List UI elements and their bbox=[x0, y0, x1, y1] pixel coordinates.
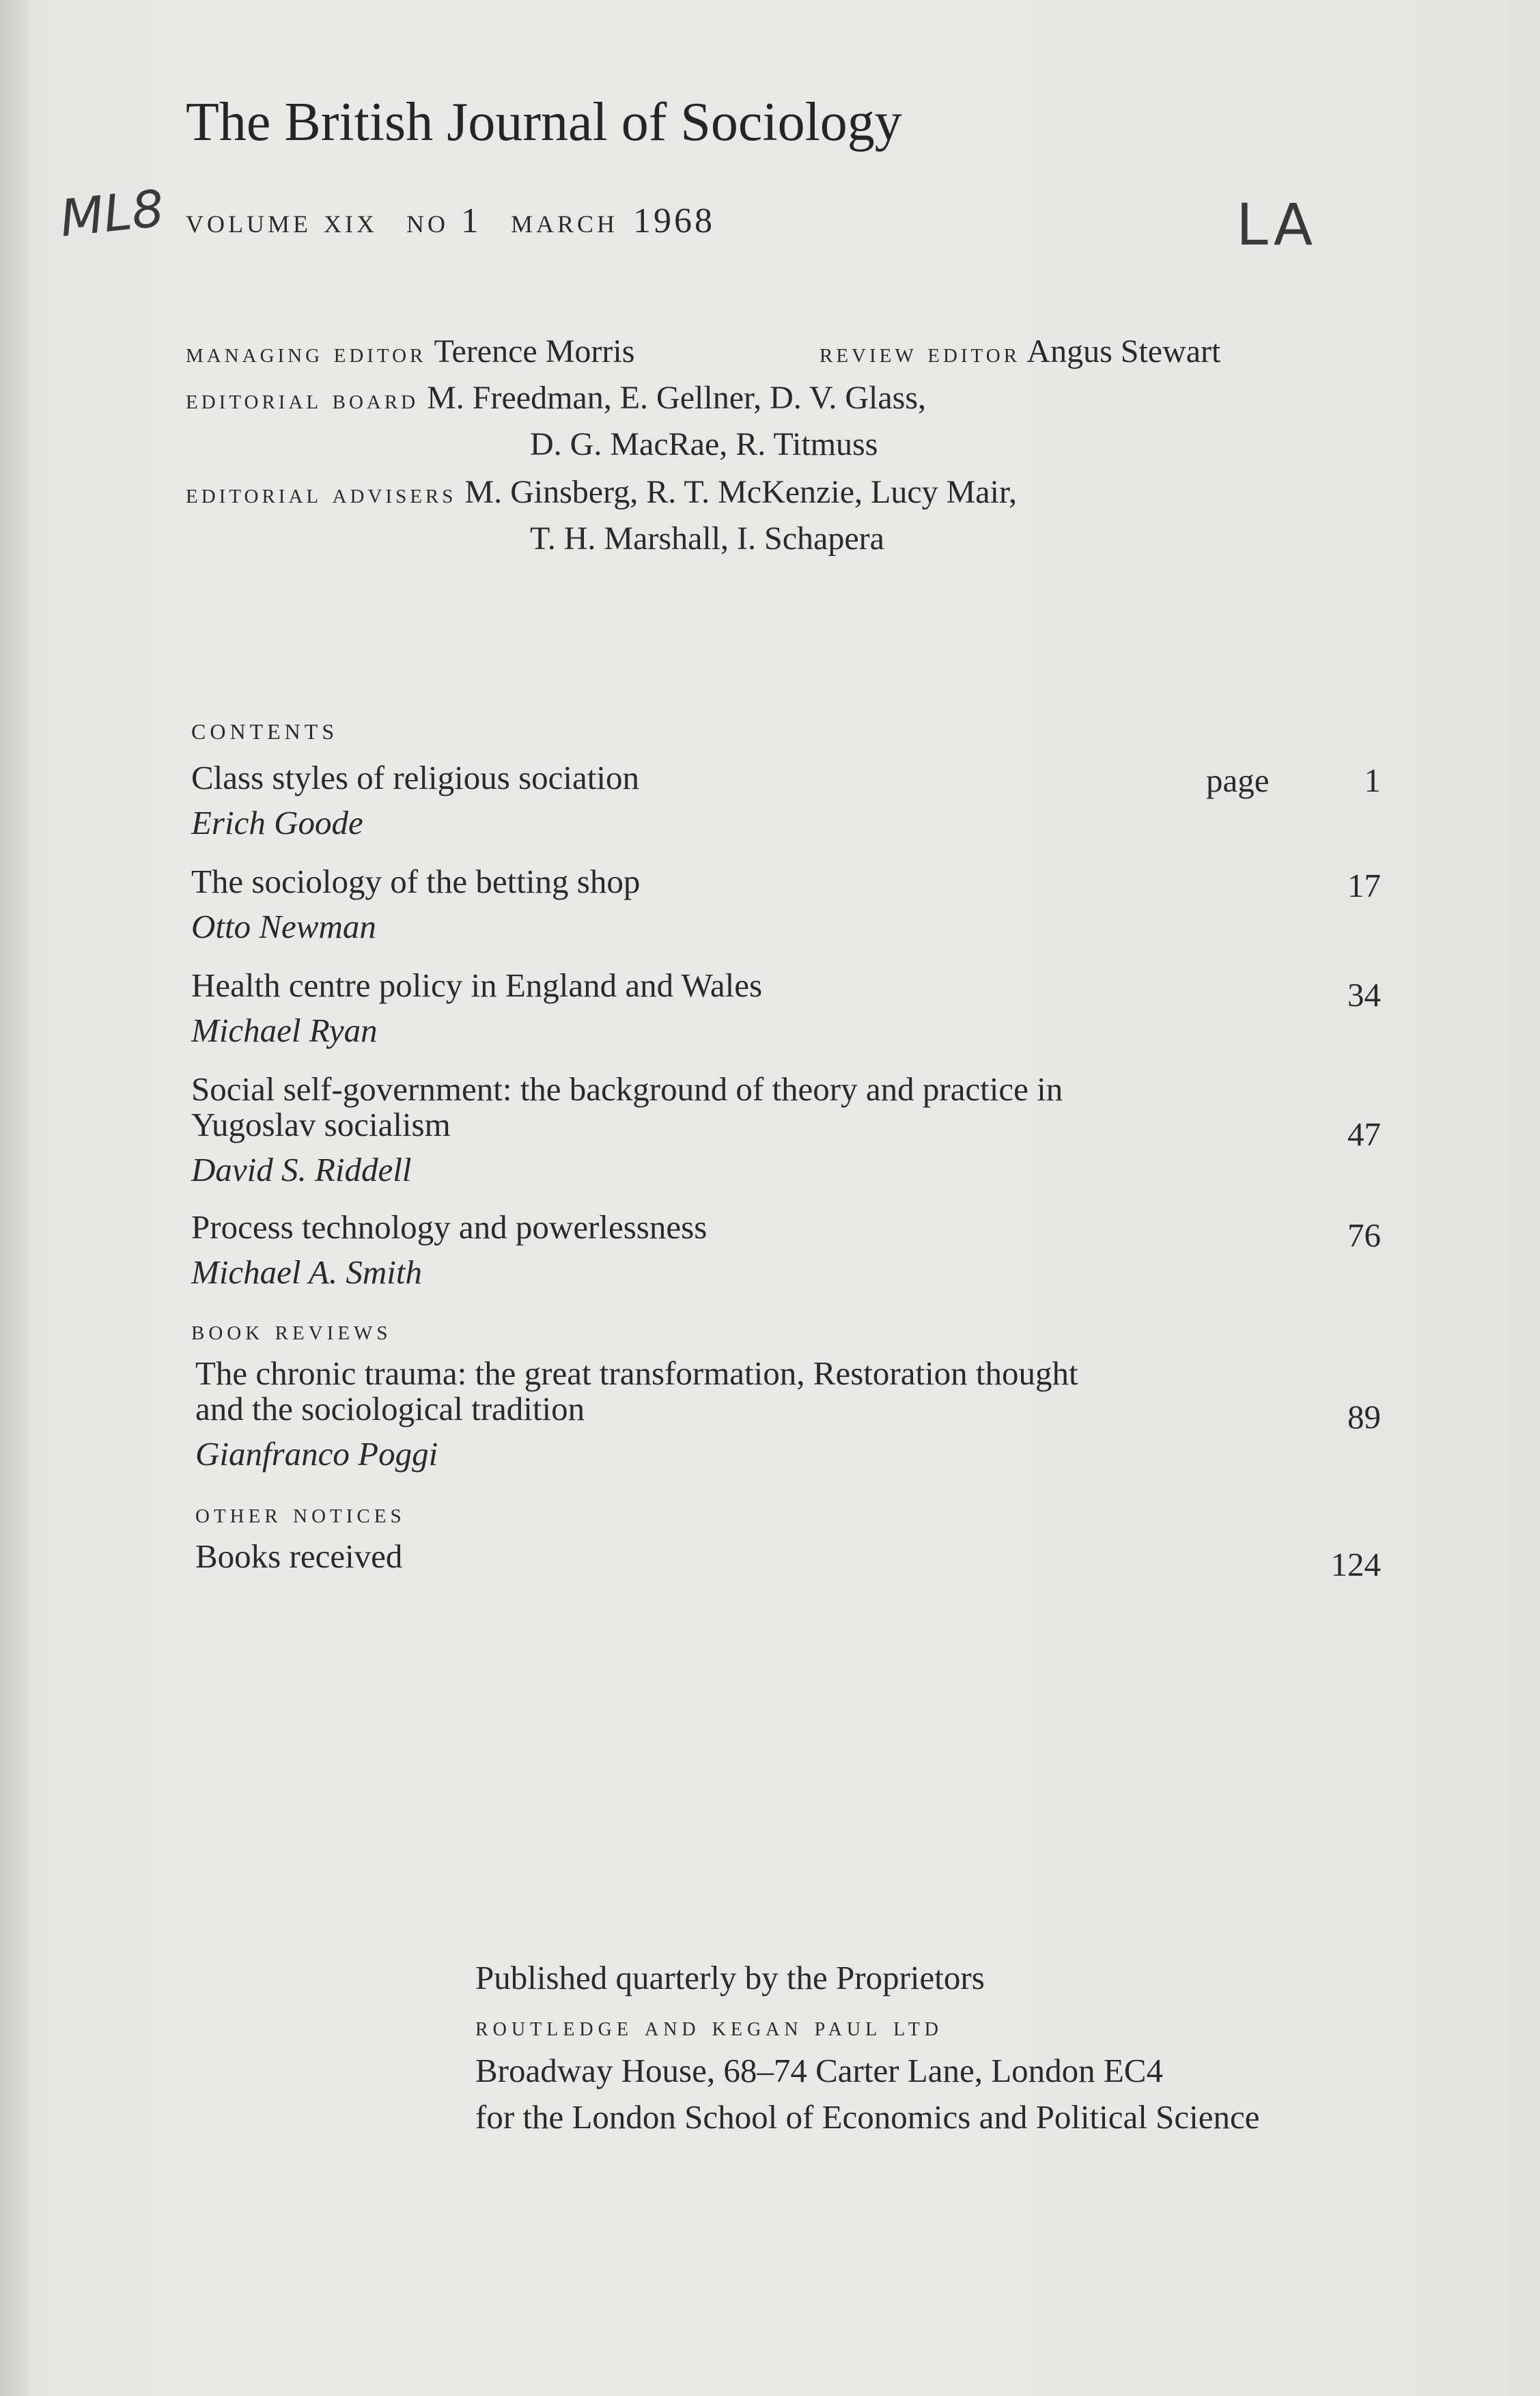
editorial-advisers-label: editorial advisers bbox=[186, 478, 457, 510]
toc-item-4-page: 47 bbox=[1347, 1115, 1381, 1153]
masthead-row-2 bbox=[186, 374, 926, 423]
journal-title: The British Journal of Sociology bbox=[186, 92, 902, 152]
toc-item-2-page: 17 bbox=[1347, 867, 1381, 904]
publisher-line4: for the London School of Economics and Political Science bbox=[475, 2098, 1260, 2136]
masthead-review-editor bbox=[820, 328, 1220, 377]
contents-heading: contents bbox=[191, 711, 339, 746]
toc-item-3-page: 34 bbox=[1347, 976, 1381, 1014]
book-review-title-line2: and the sociological tradition bbox=[195, 1390, 585, 1427]
editorial-advisers-line2: T. H. Marshall, I. Schapera bbox=[530, 520, 884, 557]
publisher-name-text: routledge and kegan paul ltd bbox=[475, 2011, 944, 2042]
managing-editor-label: managing editor bbox=[186, 337, 427, 369]
publisher-line1: Published quarterly by the Proprietors bbox=[475, 1959, 985, 1996]
toc-item-2-author: Otto Newman bbox=[191, 908, 376, 945]
issue-line bbox=[186, 201, 744, 241]
masthead-row-3 bbox=[186, 469, 1017, 518]
toc-item-4-author: David S. Riddell bbox=[191, 1151, 412, 1188]
toc-item-1-page: 1 bbox=[1364, 762, 1381, 799]
other-notice-title: Books received bbox=[195, 1537, 403, 1575]
toc-page-word: page bbox=[1206, 762, 1270, 799]
other-notice-page: 124 bbox=[1330, 1546, 1381, 1583]
toc-item-5-title: Process technology and powerlessness bbox=[191, 1208, 708, 1246]
toc-item-3-author: Michael Ryan bbox=[191, 1012, 378, 1049]
toc-item-1-title: Class styles of religious sociation bbox=[191, 759, 639, 796]
toc-item-5-author: Michael A. Smith bbox=[191, 1253, 422, 1291]
review-editor: Angus Stewart bbox=[1026, 333, 1221, 370]
issue-month: march bbox=[510, 201, 618, 240]
spine-shadow bbox=[0, 0, 30, 2396]
other-notices-heading: other notices bbox=[195, 1498, 406, 1529]
toc-item-4-title-line2: Yugoslav socialism bbox=[191, 1106, 451, 1143]
editorial-board-line1: M. Freedman, E. Gellner, D. V. Glass, bbox=[427, 380, 926, 416]
book-reviews-heading: book reviews bbox=[191, 1315, 392, 1346]
editorial-board-line2: D. G. MacRae, R. Titmuss bbox=[530, 426, 878, 462]
editorial-advisers-line1: M. Ginsberg, R. T. McKenzie, Lucy Mair, bbox=[464, 474, 1017, 510]
publisher-address: Broadway House, 68–74 Carter Lane, London EC4 bbox=[475, 2052, 1163, 2089]
book-review-author: Gianfranco Poggi bbox=[195, 1435, 438, 1473]
handwritten-annotation-left: ML8 bbox=[57, 179, 167, 249]
book-review-title-line1: The chronic trauma: the great transformation, Restoration thought bbox=[195, 1354, 1078, 1392]
review-editor-label: review editor bbox=[820, 337, 1021, 369]
book-review-page: 89 bbox=[1347, 1398, 1381, 1436]
issue-number: no 1 bbox=[406, 201, 482, 240]
toc-item-1-author: Erich Goode bbox=[191, 804, 363, 841]
masthead-row-1 bbox=[186, 328, 634, 377]
toc-item-5-page: 76 bbox=[1347, 1216, 1381, 1254]
toc-item-2-title: The sociology of the betting shop bbox=[191, 863, 641, 900]
publisher-name bbox=[475, 2001, 943, 2050]
editorial-board-label: editorial board bbox=[186, 384, 419, 415]
issue-year: 1968 bbox=[633, 201, 715, 240]
managing-editor: Terence Morris bbox=[434, 333, 635, 370]
handwritten-annotation-right: LA bbox=[1236, 191, 1317, 258]
toc-item-4-title-line1: Social self-government: the background of theory and practice in bbox=[191, 1070, 1063, 1108]
volume: volume xix bbox=[186, 201, 378, 240]
toc-item-3-title: Health centre policy in England and Wales bbox=[191, 966, 763, 1004]
